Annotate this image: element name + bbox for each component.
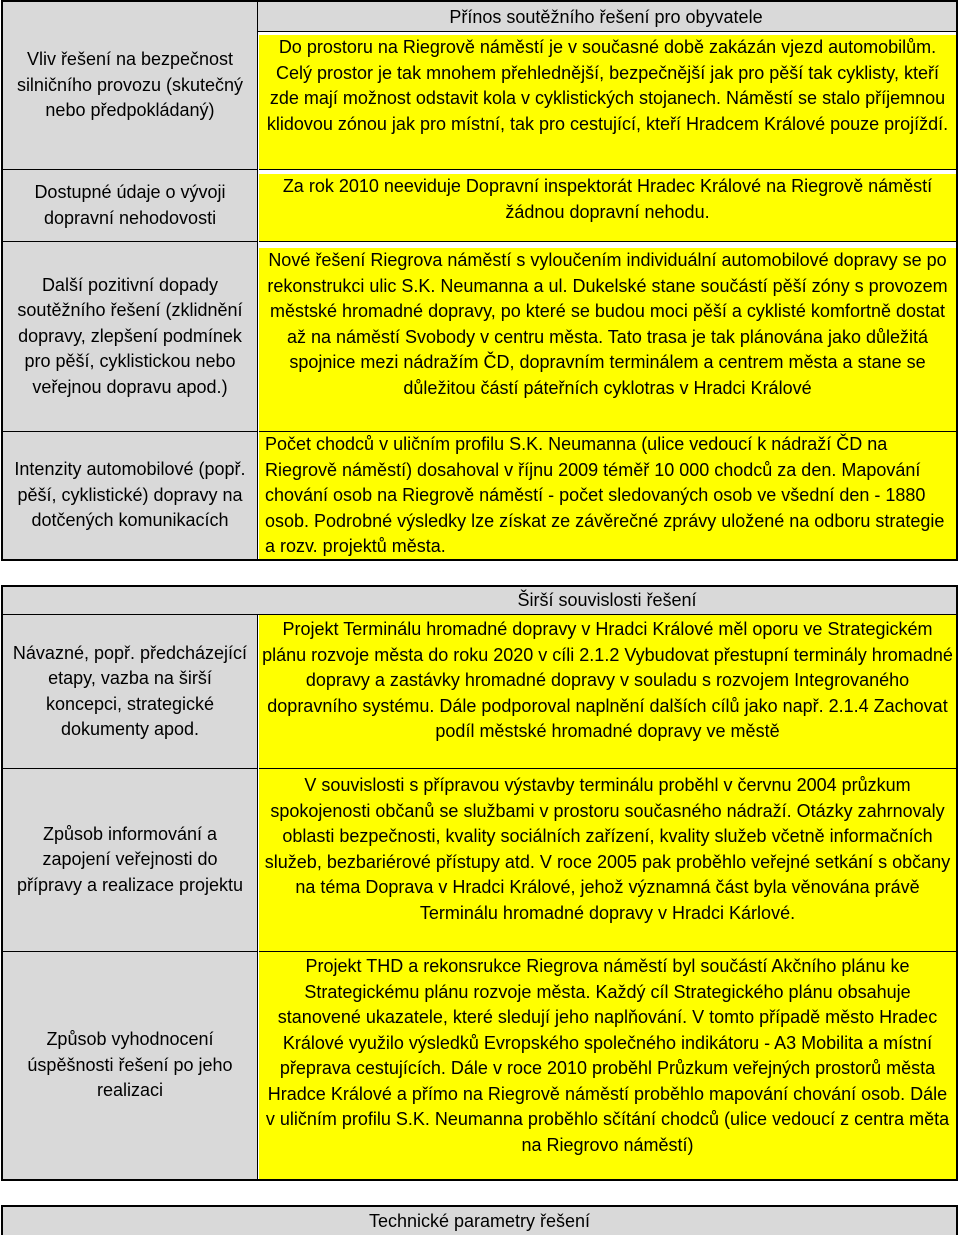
row-label-traffic-intensity: Intenzity automobilové (popř. pěší, cyklistické) dopravy na dotčených komunikacích: [3, 432, 258, 559]
row-label-road-safety: Vliv řešení na bezpečnost silničního provozu (skutečný nebo předpokládaný): [3, 2, 258, 170]
row-text-traffic-intensity: Počet chodců v uličním profilu S.K. Neumanna (ulice vedoucí k nádraží ČD na Riegrově náměstí) dosahoval v říjnu 2009 téměř 10 000 chodců za den. Mapování chování osob na Riegrově náměstí - počet sledovaných osob ve všední den - 1880 osob. Podrobné výsledky lze získat ze závěrečné zprávy uložené na odboru strategie a rozv. projektů města.: [259, 432, 956, 559]
row-label-accident-data: Dostupné údaje o vývoji dopravní nehodovosti: [3, 170, 258, 242]
section-wider-context: [1, 585, 958, 1181]
section-header: Technické parametry řešení: [368, 1211, 591, 1231]
row-label-related-stages: Návazné, popř. předcházející etapy, vazba na širší koncepci, strategické dokumenty apod.: [3, 615, 258, 769]
section-technical-parameters: [1, 1205, 958, 1235]
row-label-public-involvement: Způsob informování a zapojení veřejnosti do přípravy a realizace projektu: [3, 769, 258, 952]
row-text-evaluation: Projekt THD a rekonsrukce Riegrova náměstí byl součástí Akčního plánu ke Strategickému plánu rozvoje města. Každý cíl Strategického plánu obsahuje stanovené ukazatele, které sledují jeho naplňování. V tomto případě město Hradec Králové využilo výsledků Evropského společného indikátoru - A3 Mobilita a místní přeprava cestujících. Dále v roce 2010 proběhl Průzkum veřejných prostorů města Hradce Králové a přímo na Riegrově náměstí proběhlo mapování chování osob. Dále v uličním profilu S.K. Neumanna proběhlo sčítání chodců (ulice vedoucí z centra měta na Riegrovo náměstí): [259, 952, 956, 1179]
row-text-public-involvement: V souvislosti s přípravou výstavby terminálu proběhl v červnu 2004 průzkum spokojenosti občanů se službami v prostoru současného nádraží. Otázky zahrnovaly oblasti bezpečnosti, kvality sociálních zařízení, kvality služeb včetně informačních služeb, bezbariérové přístupy atd. V roce 2005 pak proběhlo veřejné setkání s občany na téma Doprava v Hradci Králové, jehož významná část byla věnována právě Terminálu hromadné dopravy v Hradci Kárlové.: [259, 769, 956, 952]
row-text-road-safety: Do prostoru na Riegrově náměstí je v současné době zakázán vjezd automobilům. Celý prostor je tak mnohem přehlednější, bezpečnější jak pro pěší tak cyklisty, kteří zde mají možnost odstavit kola v cyklistických stojanech. Náměstí se stalo příjemnou klidovou zónou jak pro místní, tak pro cestující, kteří Hradcem Králové pouze projíždí.: [259, 35, 956, 170]
section-benefits: [1, 0, 958, 561]
row-label-other-impacts: Další pozitivní dopady soutěžního řešení (zklidnění dopravy, zlepšení podmínek pro pěší, cyklistickou nebo veřejnou dopravu apod.): [3, 242, 258, 432]
section-header: Širší souvislosti řešení: [3, 587, 956, 615]
row-text-other-impacts: Nové řešení Riegrova náměstí s vyloučením individuální automobilové dopravy se po rekonstrukci ulic S.K. Neumanna a ul. Dukelské stane součástí pěší zóny s provozem městské hromadné dopravy, po které se budou moci pěší a cyklisté komfortně dostat až na náměstí Svobody v centru města. Tato trasa je tak plánována jako důležitá spojnice mezi nádražím ČD, dopravním terminálem a centrem města a stane se důležitou částí páteřních cyklotras v Hradci Králové: [259, 248, 956, 432]
row-label-evaluation: Způsob vyhodnocení úspěšnosti řešení po jeho realizaci: [3, 952, 258, 1179]
section-header: Přínos soutěžního řešení pro obyvatele: [256, 5, 956, 29]
row-text-related-stages: Projekt Terminálu hromadné dopravy v Hradci Králové měl oporu ve Strategickém plánu rozvoje města do roku 2020 v cíli 2.1.2 Vybudovat přestupní terminály hromadné dopravy a zastávky hromadné dopravy v souladu s rozvojem Integrovaného dopravního systému. Dále podporoval naplnění dalších cílů jako např. 2.1.4 Zachovat podíl městské hromadné dopravy ve městě: [259, 615, 956, 769]
row-text-accident-data: Za rok 2010 neeviduje Dopravní inspektorát Hradec Králové na Riegrově náměstí žádnou dopravní nehodu.: [259, 174, 956, 242]
